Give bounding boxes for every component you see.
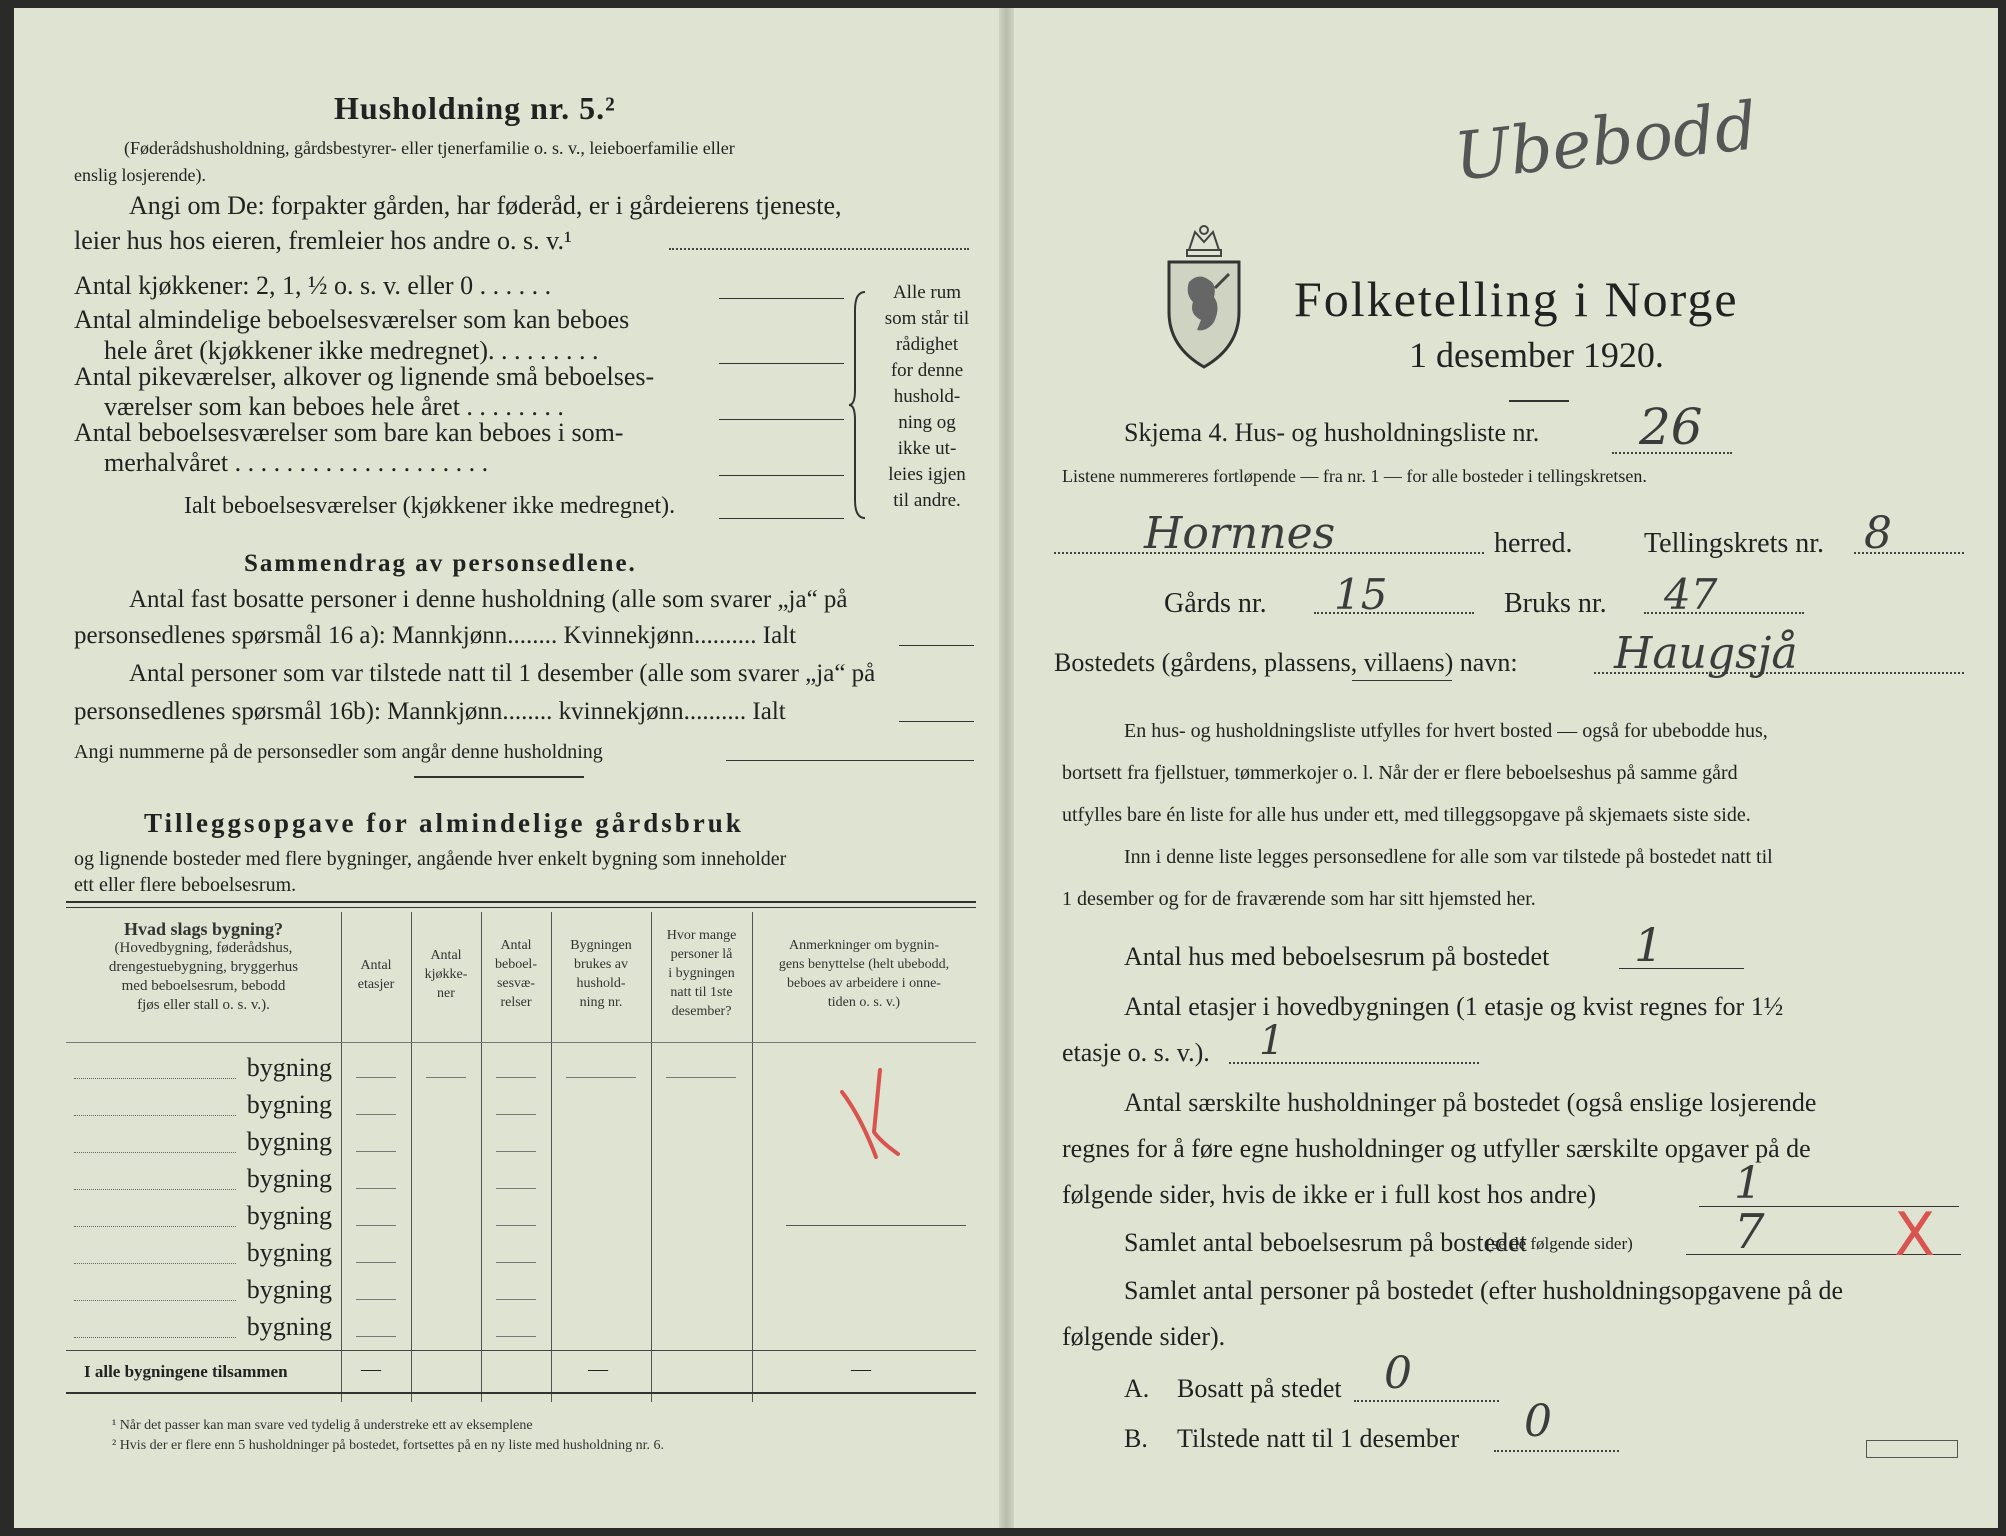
cell-dash <box>496 1299 536 1300</box>
header-line: gens benyttelse (helt ubebodd, <box>778 957 950 972</box>
cell-dash <box>496 1077 536 1078</box>
instructions-3: utfylles bare én liste for alle hus under ett, med tilleggsopgave på skjemaets siste side. <box>1062 804 1751 826</box>
row-fill-line <box>74 1226 236 1227</box>
side-note-line: ikke ut- <box>897 438 957 459</box>
header-line: ning nr. <box>579 995 623 1010</box>
question-households-2: regnes for å føre egne husholdninger og utfyller særskilte opgaver på de <box>1062 1134 1811 1163</box>
instructions-1: En hus- og husholdningsliste utfylles for hvert bosted — også for ubebodde hus, <box>1124 720 1768 742</box>
header-line: tiden o. s. v.) <box>827 995 901 1010</box>
header-line: med beboelsesrum, bebodd <box>121 978 286 994</box>
table-row <box>66 1159 336 1196</box>
header-line: Hvor mange <box>666 928 737 943</box>
total-dash: — <box>588 1358 608 1380</box>
header-line: brukes av <box>573 957 629 972</box>
maid-answer-line <box>719 419 844 420</box>
row-fill-line <box>74 1300 236 1301</box>
rooms-value: 7 <box>1734 1204 1765 1260</box>
summary-ialt-1-line <box>899 645 974 646</box>
cell-dash <box>496 1225 536 1226</box>
row-label: bygning <box>246 1090 332 1119</box>
summary-ialt-2-line <box>899 721 974 722</box>
tilstede-line <box>1494 1450 1619 1452</box>
cell-dash <box>356 1114 396 1115</box>
census-title: Folketelling i Norge <box>1294 271 1739 327</box>
header-persons <box>651 926 752 1021</box>
row-fill-line <box>74 1189 236 1190</box>
table-row <box>66 1307 336 1344</box>
footnote-2: ² Hvis der er flere enn 5 husholdninger på bostedet, fortsettes på en ny liste med husholdning nr. 6. <box>112 1438 665 1453</box>
cell-dash <box>496 1188 536 1189</box>
tilstede-letter: B. <box>1124 1424 1148 1453</box>
gard-value: 15 <box>1334 570 1388 619</box>
header-line: i bygningen <box>668 966 735 981</box>
row-label: bygning <box>246 1053 332 1082</box>
rooms-kitchens: Antal kjøkkener: 2, 1, ½ o. s. v. eller 0 . . . . . . <box>74 271 552 300</box>
cell-dash <box>356 1077 396 1078</box>
household-ask-1: Angi om De: forpakter gården, har føderåd, er i gårdeierens tjeneste, <box>129 191 842 220</box>
section-divider <box>414 776 584 778</box>
bosatt-line <box>1354 1400 1499 1402</box>
footnote-1: ¹ Når det passer kan man svare ved tydelig å understreke ett av eksemplene <box>112 1418 533 1433</box>
herred-line <box>1054 552 1484 554</box>
cell-dash <box>496 1262 536 1263</box>
row-label: bygning <box>246 1312 332 1341</box>
row-fill-line <box>74 1263 236 1264</box>
bruk-value: 47 <box>1664 570 1718 619</box>
summary-numbers-line <box>726 760 974 761</box>
header-line: natt til 1ste <box>670 985 733 1000</box>
header-separator <box>66 1042 976 1043</box>
header-used-by <box>551 936 651 1012</box>
numbering-note: Listene nummereres fortløpende — fra nr. 1 — for alle bosteder i tellingskretsen. <box>1062 466 1647 486</box>
instructions-4: Inn i denne liste legges personsedlene for alle som var tilstede på bostedet natt til <box>1124 846 1773 868</box>
row-label: bygning <box>246 1164 332 1193</box>
summer-answer-line <box>719 475 844 476</box>
buildings-table <box>66 912 976 1402</box>
table-row <box>66 1196 336 1233</box>
side-note-line: som står til <box>884 308 970 329</box>
kitchens-answer-line <box>719 298 844 299</box>
cell-dash <box>356 1336 396 1337</box>
row-label: bygning <box>246 1201 332 1230</box>
header-line: personer lå <box>670 947 733 962</box>
header-line: Antal <box>360 958 392 973</box>
red-check-mark-icon <box>836 1062 916 1162</box>
question-rooms-note: (se de følgende sider) <box>1486 1234 1633 1253</box>
coat-of-arms-icon <box>1159 222 1249 372</box>
household-title: Husholdning nr. 5.² <box>334 90 616 126</box>
rooms-red-mark: X <box>1894 1200 1936 1270</box>
houses-value: 1 <box>1634 918 1664 972</box>
row-fill-line <box>74 1078 236 1079</box>
schema-nr-value: 26 <box>1639 398 1703 456</box>
cell-dash <box>496 1114 536 1115</box>
row-fill-line <box>74 1152 236 1153</box>
side-note-line: ning og <box>898 412 956 433</box>
total-answer-line <box>719 518 844 519</box>
header-line: beboes av arbeidere i onne- <box>787 976 941 991</box>
header-line: beboel- <box>495 957 537 972</box>
header-line: relser <box>500 995 532 1010</box>
summary-p2-2: personsedlenes spørsmål 16b): Mannkjønn........ kvinnekjønn.......... Ialt <box>74 698 786 725</box>
header-line: Bygningen <box>570 938 632 953</box>
header-remarks <box>752 936 976 1012</box>
instructions-2: bortsett fra fjellstuer, tømmerkojer o. l. Når der er flere beboelseshus på samme gård <box>1062 762 1738 784</box>
title-divider <box>1509 400 1569 402</box>
rooms-summer-2: merhalvåret . . . . . . . . . . . . . . . . . . . . <box>104 448 489 477</box>
cell-dash <box>496 1336 536 1337</box>
header-rooms <box>481 936 551 1012</box>
header-line: Antal <box>500 938 532 953</box>
rooms-maid-2: værelser som kan beboes hele året . . . . . . . . <box>104 392 564 421</box>
row-label: bygning <box>246 1238 332 1267</box>
row-fill-line <box>74 1337 236 1338</box>
side-note-line: for denne <box>890 360 964 381</box>
cell-dash <box>786 1225 966 1226</box>
households-value: 1 <box>1734 1158 1762 1209</box>
row-label: bygning <box>246 1127 332 1156</box>
header-building <box>66 920 341 1015</box>
right-page <box>1014 8 1998 1528</box>
cell-dash <box>496 1151 536 1152</box>
side-note-line: hushold- <box>893 386 961 407</box>
question-floors-2: etasje o. s. v.). <box>1062 1038 1210 1067</box>
villaens-underline <box>1352 680 1452 681</box>
header-line: ner <box>437 986 455 1001</box>
rooms-ordinary-2: hele året (kjøkkener ikke medregnet). . . . . . . . . <box>104 336 599 365</box>
cell-dash <box>356 1151 396 1152</box>
bosted-value: Haugsjå <box>1614 628 1798 679</box>
total-separator <box>66 1350 976 1351</box>
tilstede-label: Tilstede natt til 1 desember <box>1177 1424 1460 1453</box>
row-fill-line <box>74 1115 236 1116</box>
header-line: Anmerkninger om bygnin- <box>788 938 940 953</box>
total-dash: — <box>361 1358 381 1380</box>
header-kitchens <box>411 946 481 1003</box>
cell-dash <box>356 1188 396 1189</box>
question-households-1: Antal særskilte husholdninger på bostedet (også enslige losjerende <box>1124 1088 1817 1117</box>
cell-dash <box>356 1225 396 1226</box>
instructions-5: 1 desember og for de fraværende som har sitt hjemsted her. <box>1062 888 1536 910</box>
side-note-line: til andre. <box>893 490 961 511</box>
total-row-label: I alle bygningene tilsammen <box>84 1362 288 1381</box>
ask-answer-line <box>669 248 969 250</box>
side-note-line: rådighet <box>895 334 959 355</box>
gard-label: Gårds nr. <box>1164 588 1267 619</box>
bosted-label: Bostedets (gårdens, plassens, villaens) navn: <box>1054 648 1518 677</box>
tilstede-value: 0 <box>1524 1396 1552 1447</box>
table-row <box>66 1270 336 1307</box>
header-line: sesvæ- <box>496 976 536 991</box>
krets-value: 8 <box>1864 508 1892 559</box>
cell-dash <box>356 1262 396 1263</box>
summary-p1-1: Antal fast bosatte personer i denne husholdning (alle som svarer „ja“ på <box>129 586 848 613</box>
bruk-label: Bruks nr. <box>1504 588 1607 619</box>
rooms-total: Ialt beboelsesværelser (kjøkkener ikke medregnet). <box>184 493 676 519</box>
summary-p1-2: personsedlenes spørsmål 16 a): Mannkjønn........ Kvinnekjønn.......... Ialt <box>74 622 797 649</box>
rooms-side-note <box>872 280 982 514</box>
side-note-line: leies igjen <box>888 464 966 485</box>
cell-dash <box>356 1299 396 1300</box>
handwritten-ubebodd: Ubebodd <box>1450 87 1761 196</box>
header-line: drengestuebygning, bryggerhus <box>108 959 299 975</box>
schema-label: Skjema 4. Hus- og husholdningsliste nr. <box>1124 418 1540 447</box>
herred-label: herred. <box>1494 528 1573 559</box>
krets-label: Tellingskrets nr. <box>1644 528 1825 559</box>
total-dash: — <box>851 1358 871 1380</box>
table-row <box>66 1085 336 1122</box>
cell-dash <box>666 1077 736 1078</box>
header-floors <box>341 956 411 994</box>
page-fold <box>999 8 1014 1528</box>
question-houses: Antal hus med beboelsesrum på bostedet <box>1124 942 1550 971</box>
brace-icon <box>849 290 869 520</box>
header-line: fjøs eller stall o. s. v.). <box>137 997 270 1013</box>
cell-dash <box>426 1077 466 1078</box>
household-subtitle-2: enslig losjerende). <box>74 165 206 185</box>
header-line: (Hovedbygning, føderådshus, <box>114 940 293 956</box>
question-households-3: følgende sider, hvis de ikke er i full kost hos andre) <box>1062 1180 1596 1209</box>
supplement-title: Tilleggsopgave for almindelige gårdsbruk <box>144 808 744 838</box>
header-line: desember? <box>671 1004 732 1019</box>
household-subtitle-1: (Føderådshusholdning, gårdsbestyrer- eller tjenerfamilie o. s. v., leieboerfamilie eller <box>124 138 735 158</box>
cell-dash <box>566 1077 636 1078</box>
printer-stamp-icon <box>1866 1440 1958 1458</box>
table-top-rule <box>66 901 976 903</box>
floors-value: 1 <box>1259 1018 1285 1064</box>
left-page <box>14 8 999 1528</box>
rooms-summer-1: Antal beboelsesværelser som bare kan beboes i som- <box>74 418 624 447</box>
header-line: Antal <box>430 948 462 963</box>
table-row <box>66 1122 336 1159</box>
header-line: etasjer <box>357 977 395 992</box>
row-label: bygning <box>246 1275 332 1304</box>
header-line: Hvad slags bygning? <box>123 919 284 939</box>
table-row <box>66 1233 336 1270</box>
bosatt-letter: A. <box>1124 1374 1150 1403</box>
side-note-line: Alle rum <box>892 282 962 303</box>
table-bottom-rule <box>66 1392 976 1394</box>
supplement-text-1: og lignende bosteder med flere bygninger, angående hver enkelt bygning som inneholder <box>74 848 787 870</box>
question-floors-1: Antal etasjer i hovedbygningen (1 etasje og kvist regnes for 1½ <box>1124 992 1784 1021</box>
summary-p3: Angi nummerne på de personsedler som angår denne husholdning <box>74 741 603 763</box>
rooms-ordinary-1: Antal almindelige beboelsesværelser som kan beboes <box>74 305 630 334</box>
census-date: 1 desember 1920. <box>1409 335 1664 375</box>
supplement-text-2: ett eller flere beboelsesrum. <box>74 874 297 896</box>
table-row <box>66 1048 336 1085</box>
table-top-rule-2 <box>66 907 976 908</box>
header-line: kjøkke- <box>424 967 468 982</box>
question-persons-2: følgende sider). <box>1062 1322 1226 1351</box>
ordinary-answer-line <box>719 363 844 364</box>
question-persons-1: Samlet antal personer på bostedet (efter husholdningsopgavene på de <box>1124 1276 1844 1305</box>
summary-p2-1: Antal personer som var tilstede natt til 1 desember (alle som svarer „ja“ på <box>129 660 876 687</box>
herred-value: Hornnes <box>1144 508 1336 559</box>
household-ask-2: leier hus hos eieren, fremleier hos andre o. s. v.¹ <box>74 226 572 255</box>
rooms-maid-1: Antal pikeværelser, alkover og lignende små beboelses- <box>74 362 655 391</box>
bosatt-label: Bosatt på stedet <box>1177 1374 1342 1403</box>
bosatt-value: 0 <box>1384 1348 1412 1399</box>
summary-title: Sammendrag av personsedlene. <box>244 550 637 577</box>
census-sheet <box>14 8 1998 1528</box>
header-line: hushold- <box>576 976 626 991</box>
question-rooms: Samlet antal beboelsesrum på bostedet <box>1124 1228 1527 1257</box>
